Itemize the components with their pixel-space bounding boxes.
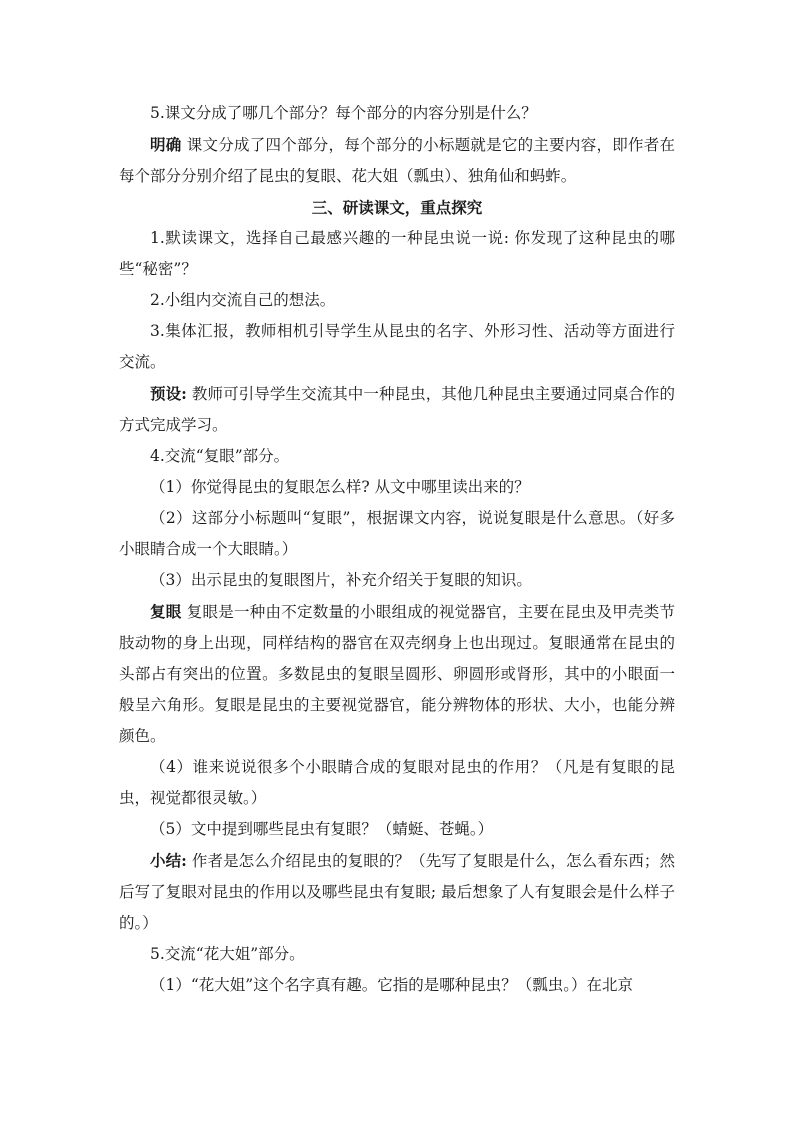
paragraph-text: 作者是怎么介绍昆虫的复眼的？（先写了复眼是什么，怎么看东西；然后写了复眼对昆虫的作用以及哪些昆虫有复眼; 最后想象了人有复眼会是什么样子的。） [119, 852, 675, 932]
paragraph-text: 复眼是一种由不定数量的小眼组成的视觉器官，主要在昆虫及甲壳类节肢动物的身上出现，同样结构的器官在双壳纲身上也出现过。复眼通常在昆虫的头部占有突出的位置。多数昆虫的复眼呈圆形、卵圆形或肾形，其中的小眼面一般呈六角形。复眼是昆虫的主要视觉器官，能分辨物体的形状、大小，也能分辨颜色。 [119, 603, 675, 745]
paragraph-text: （5）文中提到哪些昆虫有复眼？（蜻蜓、苍蝇。） [150, 820, 494, 838]
xiaojie-paragraph [119, 845, 675, 939]
step-4-item-5 [119, 814, 675, 845]
paragraph-text: （3）出示昆虫的复眼图片，补充介绍关于复眼的知识。 [150, 571, 532, 589]
xiaojie-lead: 小结: [150, 851, 187, 870]
document-body [119, 98, 675, 1001]
paragraph-text: 5.交流“花大姐”部分。 [150, 945, 305, 963]
paragraph-text: （2）这部分小标题叫“复眼”，根据课文内容，说说复眼是什么意思。（好多小眼睛合成一个大眼睛。） [119, 509, 675, 558]
yushe-lead: 预设: [150, 384, 187, 403]
step-5 [119, 939, 675, 970]
mingque-paragraph [119, 129, 675, 192]
paragraph-text: （4）谁来说说很多个小眼睛合成的复眼对昆虫的作用？（凡是有复眼的昆虫，视觉都很灵敏。） [119, 758, 675, 807]
step-4-item-2 [119, 503, 675, 565]
paragraph-text: 5.课文分成了哪几个部分？每个部分的内容分别是什么？ [150, 104, 537, 122]
paragraph-text: （1）“花大姐”这个名字真有趣。它指的是哪种昆虫？（瓢虫。）在北京 [150, 976, 633, 994]
paragraph-text: 3.集体汇报，教师相机引导学生从昆虫的名字、外形习性、活动等方面进行交流。 [119, 322, 675, 371]
step-4-item-1 [119, 472, 675, 503]
mingque-lead: 明确 [150, 135, 182, 154]
section-heading [119, 192, 675, 223]
fuyan-paragraph [119, 596, 675, 752]
paragraph-text: 4.交流“复眼”部分。 [150, 447, 290, 465]
fuyan-lead: 复眼 [150, 602, 182, 621]
step-4-item-3 [119, 565, 675, 596]
question-5 [119, 98, 675, 129]
step-3 [119, 316, 675, 378]
paragraph-text: 教师可引导学生交流其中一种昆虫，其他几种昆虫主要通过同桌合作的方式完成学习。 [119, 385, 675, 434]
step-2 [119, 285, 675, 316]
paragraph-text: （1）你觉得昆虫的复眼怎么样? 从文中哪里读出来的？ [150, 478, 530, 496]
paragraph-text: 课文分成了四个部分，每个部分的小标题就是它的主要内容，即作者在每个部分分别介绍了昆虫的复眼、花大姐（瓢虫）、独角仙和蚂蚱。 [119, 136, 675, 185]
section-heading-text: 三、研读课文，重点探究 [311, 198, 483, 217]
step-5-item-1 [119, 970, 675, 1001]
yushe-paragraph [119, 378, 675, 441]
step-4 [119, 441, 675, 472]
paragraph-text: 1.默读课文，选择自己最感兴趣的一种昆虫说一说: 你发现了这种昆虫的哪些“秘密”？ [119, 229, 675, 278]
step-1 [119, 223, 675, 285]
step-4-item-4 [119, 752, 675, 814]
paragraph-text: 2.小组内交流自己的想法。 [150, 291, 336, 309]
